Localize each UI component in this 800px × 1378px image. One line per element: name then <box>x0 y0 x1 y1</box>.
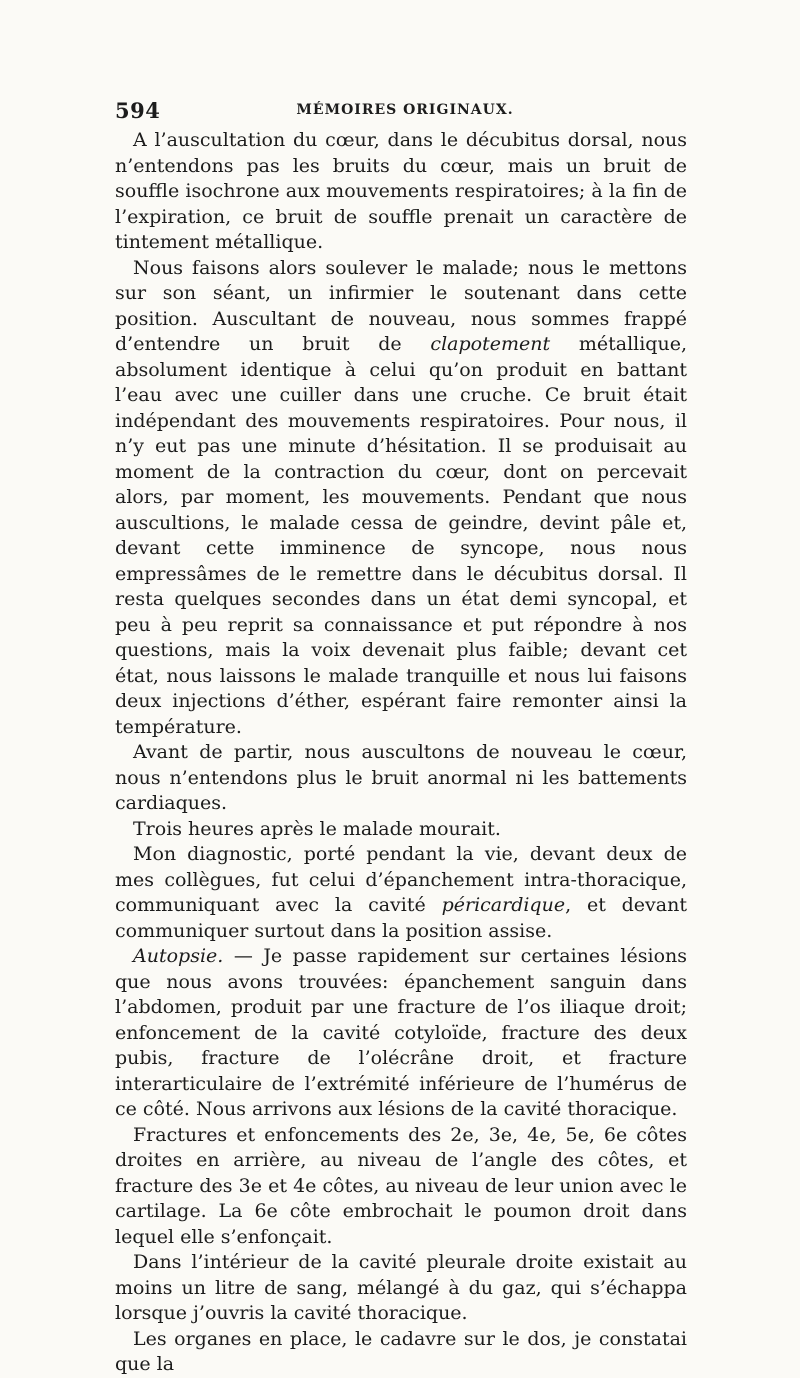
text-run: — Je passe rapidement sur certaines lésions que nous avons trouvées: épanchement sanguin dans l’abdomen, produit par une fracture de l’os iliaque droit; enfoncement de la cavité cotyloïde, fracture des deux pubis, fracture de l’olécrâne droit, et fracture interarticulaire de l’extrémité inférieure de l’humérus de ce côté. Nous arrivons aux lésions de la cavité thoracique. <box>115 945 687 1120</box>
running-title: MÉMOIRES ORIGINAUX. <box>296 102 514 118</box>
paragraph: A l’auscultation du cœur, dans le décubitus dorsal, nous n’entendons pas les bruits du cœur, mais un bruit de souffle isochrone aux mouvements respiratoires; à la fin de l’expiration, ce bruit de souffle prenait un caractère de tintement métallique. <box>115 129 687 253</box>
paragraph: Avant de partir, nous auscultons de nouveau le cœur, nous n’entendons plus le bruit anormal ni les battements cardiaques. <box>115 741 687 814</box>
paragraph <box>115 944 687 1123</box>
italic-term: clapotement <box>430 333 551 355</box>
paragraph: Dans l’intérieur de la cavité pleurale droite existait au moins un litre de sang, mélangé à du gaz, qui s’échappa lorsque j’ouvris la cavité thoracique. <box>115 1251 687 1324</box>
text-run: métallique, absolument identique à celui qu’on produit en battant l’eau avec une cuiller dans une cruche. Ce bruit était indépendant des mouvements respiratoires. Pour nous, il n’y eut pas une minute d’hésitation. Il se produisait au moment de la contraction du cœur, dont on percevait alors, par moment, les mouvements. Pendant que nous auscultions, le malade cessa de geindre, devint pâle et, devant cette imminence de syncope, nous nous empressâmes de le remettre dans le décubitus dorsal. Il resta quelques secondes dans un état demi syncopal, et peu à peu reprit sa connaissance et put répondre à nos questions, mais la voix devenait plus faible; devant cet état, nous laissons le malade tranquille et nous lui faisons deux injections d’éther, espérant faire remonter ainsi la température. <box>115 333 687 738</box>
italic-heading: Autopsie. <box>133 945 224 967</box>
paragraph: Les organes en place, le cadavre sur le dos, je constatai que la <box>115 1327 687 1375</box>
paragraph <box>115 256 687 741</box>
paragraph: Trois heures après le malade mourait. <box>133 817 501 840</box>
text-run: , et devant communiquer surtout dans la position assise. <box>115 894 687 942</box>
paragraph <box>115 842 687 944</box>
page-header <box>115 98 695 126</box>
text-run: Mon diagnostic, porté pendant la vie, devant deux de mes collègues, fut celui d’épanchement intra-thoracique, communiquant avec la cavité <box>115 843 687 916</box>
page-number: 594 <box>115 98 161 123</box>
text-run: Nous faisons alors soulever le malade; nous le mettons sur son séant, un infirmier le soutenant dans cette position. Auscultant de nouveau, nous sommes frappé d’entendre un bruit de <box>115 256 687 355</box>
body-text <box>115 128 687 1378</box>
italic-term: péricardique <box>441 894 566 916</box>
paragraph: Fractures et enfoncements des 2e, 3e, 4e, 5e, 6e côtes droites en arrière, au niveau de l’angle des côtes, et fracture des 3e et 4e côtes, au niveau de leur union avec le cartilage. La 6e côte embrochait le poumon droit dans lequel elle s’enfonçait. <box>115 1123 687 1248</box>
